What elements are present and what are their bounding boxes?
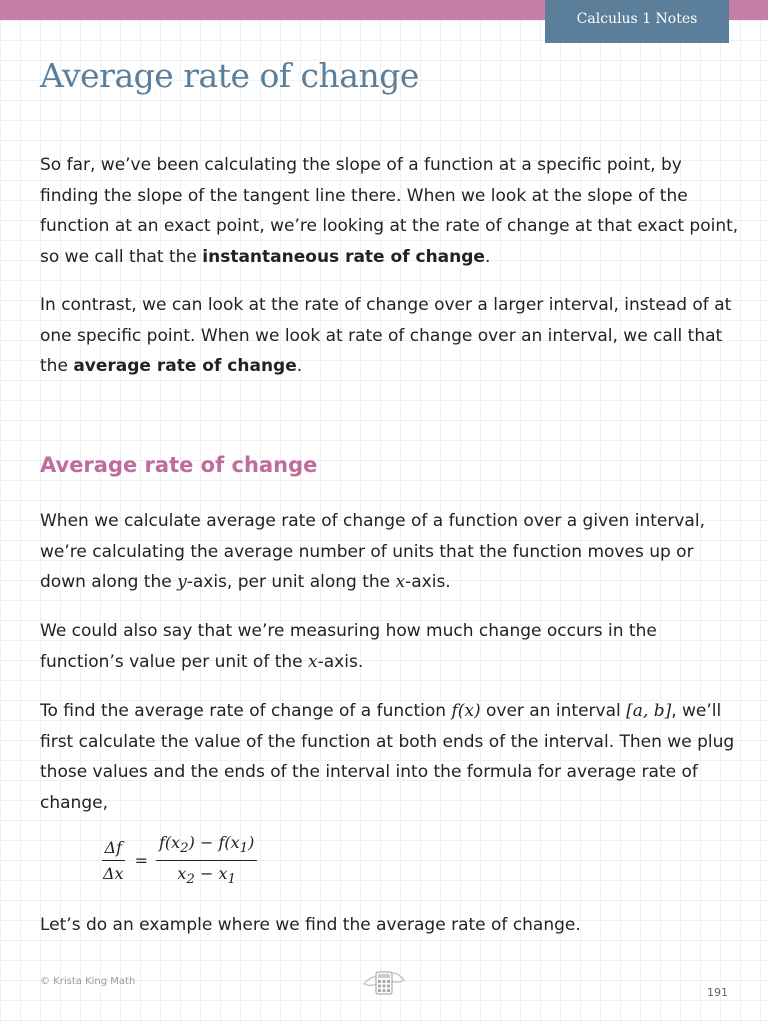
p3-text-b: -axis, per unit along the xyxy=(186,572,396,592)
p5-text-c: , we’ll first calculate the value of the function at both ends of the interval. Then we plug those values and the ends of the interval into the formula for average rate of change, xyxy=(40,701,735,813)
p2-text: In contrast, we can look at the rate of change over a larger interval, instead of at one specific point. When we look at rate of change over an interval, we call that the xyxy=(40,295,732,376)
rhs-den-part-b: − x xyxy=(194,863,228,883)
p2-end: . xyxy=(296,356,303,376)
p3-var-y: y xyxy=(177,572,187,592)
course-tag: Calculus 1 Notes xyxy=(545,0,729,43)
rhs-num-sub-1: 1 xyxy=(239,841,249,857)
p5-function: f(x) xyxy=(451,701,481,721)
rhs-den-part-a: x xyxy=(177,863,187,883)
copyright-notice: © Krista King Math xyxy=(40,976,136,987)
p1-end: . xyxy=(484,246,491,267)
section-paragraph-1 xyxy=(40,506,740,598)
average-rate-formula xyxy=(100,832,257,888)
p4-var-x: x xyxy=(308,651,318,672)
p3-text-a: When we calculate average rate of change of a function over a given interval, we’re calculating the average number of units that the function moves up or down along the xyxy=(40,511,705,592)
formula-lhs xyxy=(100,838,127,883)
p4-text-a: We could also say that we’re measuring how much change occurs in the function’s value per unit of the xyxy=(40,621,657,672)
rhs-num-part-a: f(x xyxy=(158,833,181,853)
section-paragraph-4: Let’s do an example where we find the average rate of change. xyxy=(40,915,581,935)
section-heading: Average rate of change xyxy=(40,453,318,477)
p5-text-a: To find the average rate of change of a function xyxy=(40,701,452,721)
formula-rhs xyxy=(156,833,257,886)
rhs-den-sub-1: 1 xyxy=(227,871,236,887)
rhs-num-sub-2: 2 xyxy=(180,841,189,857)
p1-bold-term: instantaneous rate of change xyxy=(202,246,485,267)
intro-paragraph-2 xyxy=(40,290,740,382)
formula-lhs-denominator: Δx xyxy=(103,863,124,883)
rhs-num-part-b: ) − f(x xyxy=(188,833,240,853)
p2-bold-term: average rate of change xyxy=(73,356,297,376)
p4-text-b: -axis. xyxy=(317,651,364,672)
calculator-leaf-icon xyxy=(360,966,408,998)
formula-equals: = xyxy=(134,850,148,870)
formula-rhs-numerator xyxy=(156,833,257,860)
p5-text-b: over an interval xyxy=(480,701,627,721)
formula-rhs-denominator xyxy=(174,861,239,887)
p3-var-x: x xyxy=(395,572,406,592)
p1-text: So far, we’ve been calculating the slope of a function at a specific point, by finding the slope of the tangent line there. When we look at the slope of the function at an exact point, we’re looking at the rate of change at that exact point, so we call that the xyxy=(40,155,739,267)
intro-paragraph-1 xyxy=(40,150,740,272)
formula-lhs-numerator: Δf xyxy=(102,838,125,861)
rhs-num-part-c: ) xyxy=(248,833,255,853)
section-paragraph-2 xyxy=(40,616,740,677)
section-paragraph-3 xyxy=(40,696,740,818)
page-number: 191 xyxy=(707,986,728,999)
p3-text-c: -axis. xyxy=(405,572,451,592)
page-title: Average rate of change xyxy=(40,56,419,95)
p5-interval: [a, b] xyxy=(626,701,672,721)
rhs-den-sub-2: 2 xyxy=(186,871,195,887)
